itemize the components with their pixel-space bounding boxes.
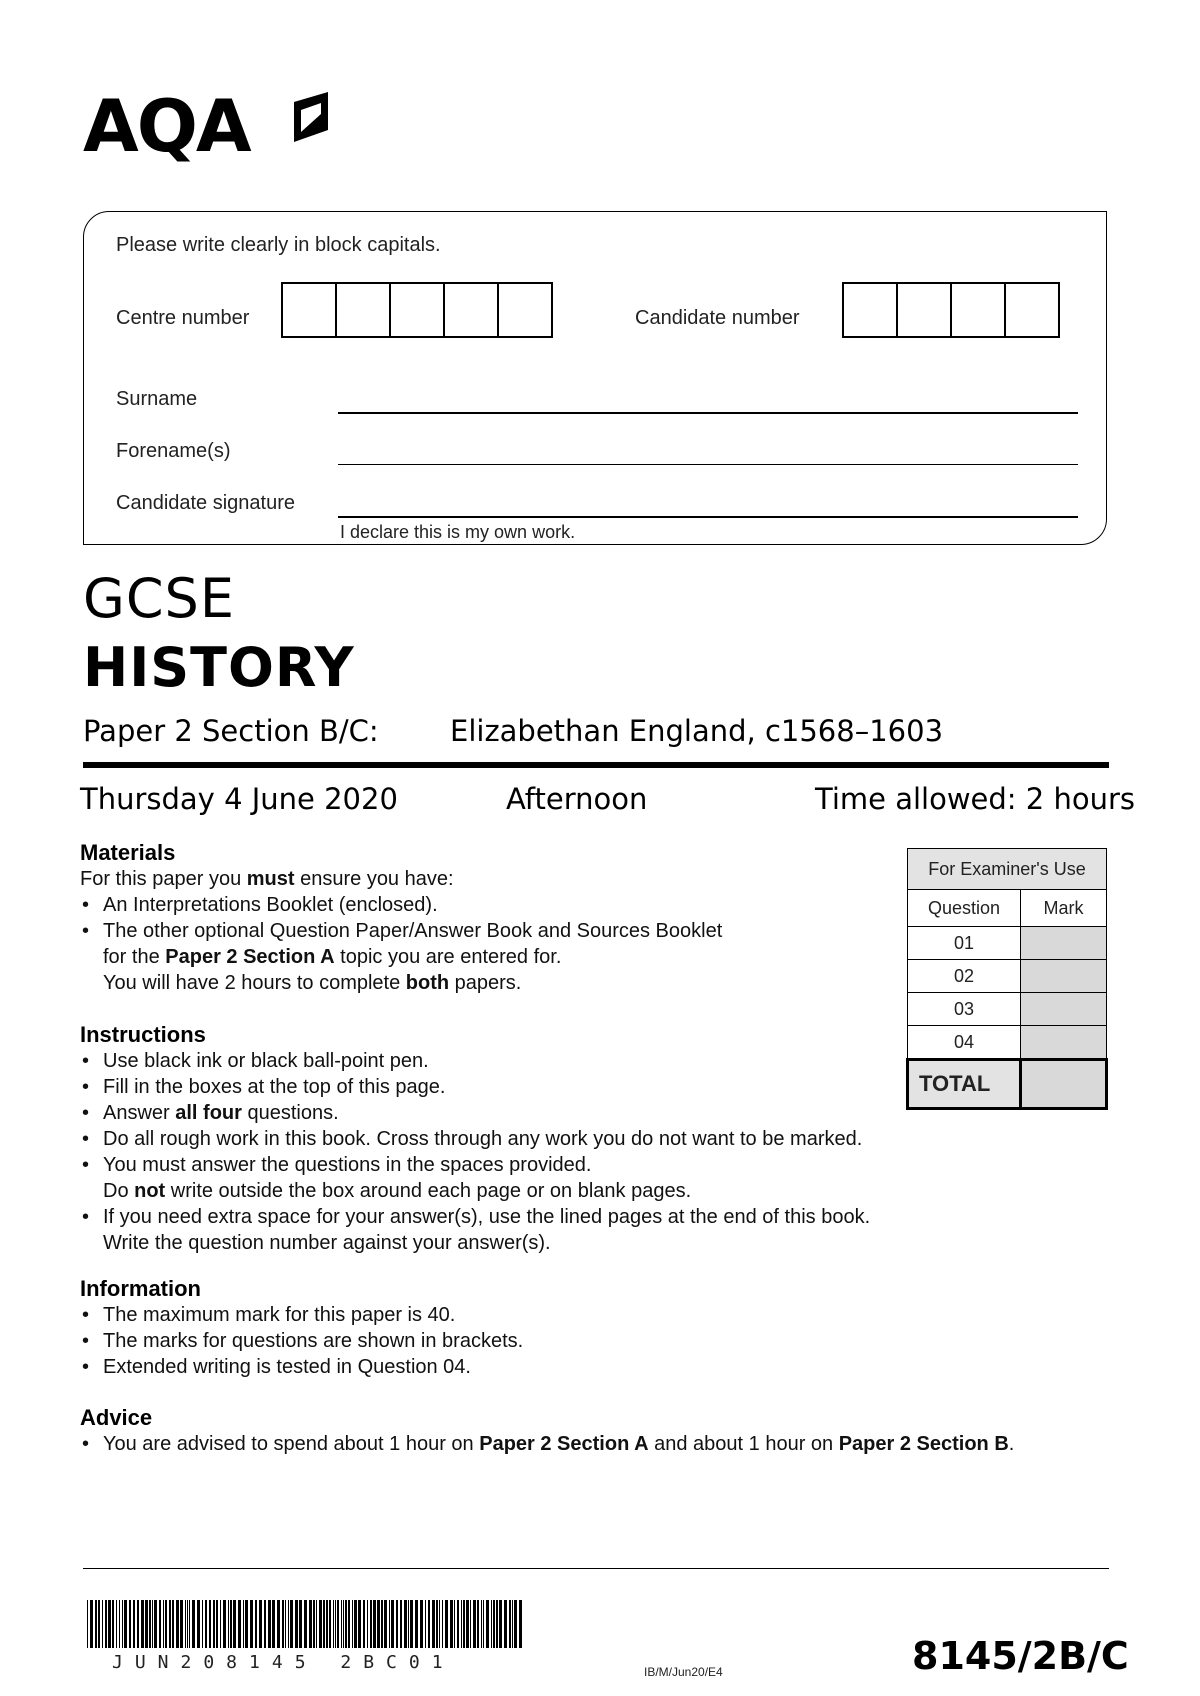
- logo-mark-icon: [288, 92, 328, 150]
- instructions-section: [80, 1022, 980, 1256]
- block-capitals-instruction: Please write clearly in block capitals.: [116, 234, 441, 256]
- exam-session: Afternoon: [506, 782, 648, 816]
- exam-date: Thursday 4 June 2020: [80, 782, 398, 816]
- centre-number-digit-box[interactable]: [443, 282, 499, 338]
- list-item: • Answer all four questions.: [82, 1102, 339, 1124]
- qualification-title: GCSE: [83, 567, 235, 630]
- mark-cell: [1021, 1026, 1107, 1060]
- candidate-number-digit-box[interactable]: [842, 282, 898, 338]
- list-item: • If you need extra space for your answer(s), use the lined pages at the end of this book. Write the question number against your answer(s).: [82, 1206, 871, 1254]
- materials-list: [80, 892, 820, 996]
- centre-number-digit-box[interactable]: [281, 282, 337, 338]
- mark-column-header: Mark: [1021, 890, 1107, 927]
- examiner-use-table: [906, 848, 1108, 1110]
- signature-field[interactable]: [338, 516, 1078, 518]
- mark-cell: [1021, 960, 1107, 993]
- instructions-list: [80, 1048, 980, 1256]
- paper-code: 8145/2B/C: [912, 1634, 1129, 1678]
- centre-number-label: Centre number: [116, 307, 250, 329]
- candidate-number-digit-box[interactable]: [950, 282, 1006, 338]
- surname-label: Surname: [116, 388, 198, 410]
- materials-heading: Materials: [80, 840, 176, 865]
- table-row: [908, 1026, 1107, 1060]
- list-item: • The other optional Question Paper/Answer Book and Sources Booklet for the Paper 2 Section A topic you are entered for. You will have 2 hours to complete both papers.: [82, 920, 723, 994]
- advice-list: [80, 1431, 1110, 1457]
- information-section: [80, 1276, 980, 1380]
- information-list: [80, 1302, 980, 1380]
- logo-text: AQA: [83, 84, 250, 168]
- question-number: 03: [908, 993, 1021, 1026]
- materials-intro: For this paper you must ensure you have:: [80, 868, 454, 890]
- list-item: • An Interpretations Booklet (enclosed).: [82, 894, 438, 916]
- subject-title: HISTORY: [83, 636, 355, 699]
- table-row: [908, 927, 1107, 960]
- table-row: [908, 993, 1107, 1026]
- title-divider: [83, 762, 1109, 768]
- list-item: • The marks for questions are shown in brackets.: [82, 1330, 524, 1352]
- paper-section: Paper 2 Section B/C:: [83, 714, 379, 748]
- time-allowed: Time allowed: 2 hours: [815, 782, 1135, 816]
- candidate-number-digit-box[interactable]: [896, 282, 952, 338]
- centre-number-boxes[interactable]: [281, 282, 553, 338]
- footer-divider: [83, 1568, 1109, 1569]
- materials-section: [80, 840, 820, 996]
- declaration-text: I declare this is my own work.: [340, 522, 576, 542]
- aqa-logo: [83, 84, 353, 190]
- list-item: • Do all rough work in this book. Cross through any work you do not want to be marked.: [82, 1128, 863, 1150]
- mark-cell: [1021, 927, 1107, 960]
- mark-cell: [1021, 993, 1107, 1026]
- total-label: TOTAL: [908, 1060, 1021, 1109]
- centre-number-digit-box[interactable]: [389, 282, 445, 338]
- reference-code: IB/M/Jun20/E4: [644, 1665, 723, 1679]
- total-row: [908, 1060, 1107, 1109]
- list-item: • You must answer the questions in the spaces provided. Do not write outside the box around each page or on blank pages.: [82, 1154, 692, 1202]
- forenames-field[interactable]: [338, 464, 1078, 465]
- question-number: 01: [908, 927, 1021, 960]
- surname-field[interactable]: [338, 412, 1078, 414]
- barcode-icon: [87, 1600, 527, 1650]
- total-mark-cell: [1021, 1060, 1107, 1109]
- examiner-table-header: For Examiner's Use: [908, 849, 1107, 890]
- list-item: • Extended writing is tested in Question 04.: [82, 1356, 471, 1378]
- advice-heading: Advice: [80, 1405, 153, 1430]
- centre-number-digit-box[interactable]: [335, 282, 391, 338]
- signature-label: Candidate signature: [116, 492, 296, 514]
- barcode-text: JUN208145 2BC01: [112, 1652, 455, 1673]
- list-item: • You are advised to spend about 1 hour on Paper 2 Section A and about 1 hour on Paper 2 Section B.: [82, 1433, 1015, 1455]
- list-item: • Fill in the boxes at the top of this page.: [82, 1076, 446, 1098]
- question-number: 04: [908, 1026, 1021, 1060]
- centre-number-digit-box[interactable]: [497, 282, 553, 338]
- forenames-label: Forename(s): [116, 440, 231, 462]
- information-heading: Information: [80, 1276, 201, 1301]
- instructions-heading: Instructions: [80, 1022, 206, 1047]
- candidate-number-boxes[interactable]: [842, 282, 1060, 338]
- list-item: • Use black ink or black ball-point pen.: [82, 1050, 429, 1072]
- question-column-header: Question: [908, 890, 1021, 927]
- paper-topic: Elizabethan England, c1568–1603: [450, 714, 944, 748]
- advice-section: [80, 1405, 1110, 1457]
- table-row: [908, 960, 1107, 993]
- candidate-number-digit-box[interactable]: [1004, 282, 1060, 338]
- question-number: 02: [908, 960, 1021, 993]
- candidate-number-label: Candidate number: [635, 307, 800, 329]
- list-item: • The maximum mark for this paper is 40.: [82, 1304, 456, 1326]
